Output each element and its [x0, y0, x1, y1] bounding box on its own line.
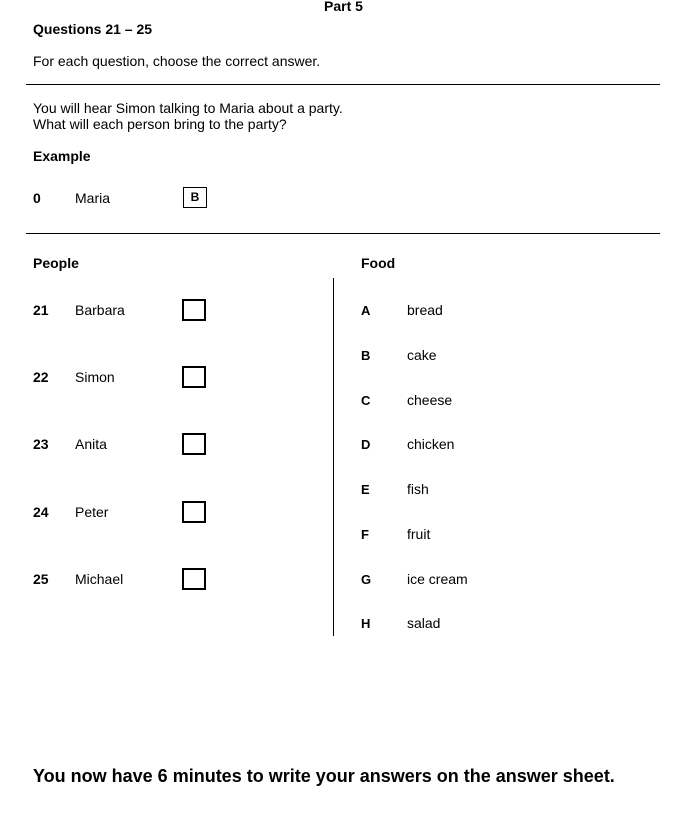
column-divider [333, 278, 334, 636]
option-food: chicken [407, 436, 455, 452]
option-letter: B [361, 348, 371, 363]
option-letter: A [361, 303, 371, 318]
answer-box-25[interactable] [182, 568, 206, 590]
example-heading: Example [33, 148, 91, 164]
divider-top [26, 84, 660, 85]
time-remaining-notice: You now have 6 minutes to write your answers on the answer sheet. [33, 766, 615, 786]
option-letter: H [361, 616, 371, 631]
answer-box-21[interactable] [182, 299, 206, 321]
answer-box-22[interactable] [182, 366, 206, 388]
option-letter: F [361, 527, 369, 542]
part-title: Part 5 [324, 0, 363, 14]
person-name: Simon [75, 369, 115, 385]
example-name: Maria [75, 190, 111, 206]
questions-heading: Questions 21 – 25 [33, 21, 153, 37]
question-number: 25 [33, 571, 49, 587]
example-answer-box: B [183, 187, 207, 208]
example-number: 0 [33, 190, 41, 206]
option-letter: C [361, 393, 371, 408]
question-number: 22 [33, 369, 49, 385]
people-heading: People [33, 255, 79, 271]
question-number: 23 [33, 436, 49, 452]
option-letter: G [361, 572, 372, 587]
person-name: Peter [75, 504, 109, 520]
option-letter: E [361, 482, 370, 497]
option-food: cheese [407, 392, 453, 408]
person-name: Barbara [75, 302, 125, 318]
intro-line-1: You will hear Simon talking to Maria about a party. [33, 100, 343, 116]
instruction-text: For each question, choose the correct answer. [33, 53, 321, 69]
option-food: fish [407, 481, 429, 497]
question-number: 21 [33, 302, 49, 318]
divider-middle [26, 233, 660, 234]
intro-line-2: What will each person bring to the party? [33, 116, 287, 132]
answer-box-24[interactable] [182, 501, 206, 523]
option-food: cake [407, 347, 437, 363]
food-heading: Food [361, 255, 396, 271]
option-food: ice cream [407, 571, 468, 587]
answer-box-23[interactable] [182, 433, 206, 455]
option-letter: D [361, 437, 371, 452]
option-food: fruit [407, 526, 431, 542]
option-food: bread [407, 302, 443, 318]
option-food: salad [407, 615, 441, 631]
person-name: Anita [75, 436, 107, 452]
question-number: 24 [33, 504, 49, 520]
person-name: Michael [75, 571, 124, 587]
